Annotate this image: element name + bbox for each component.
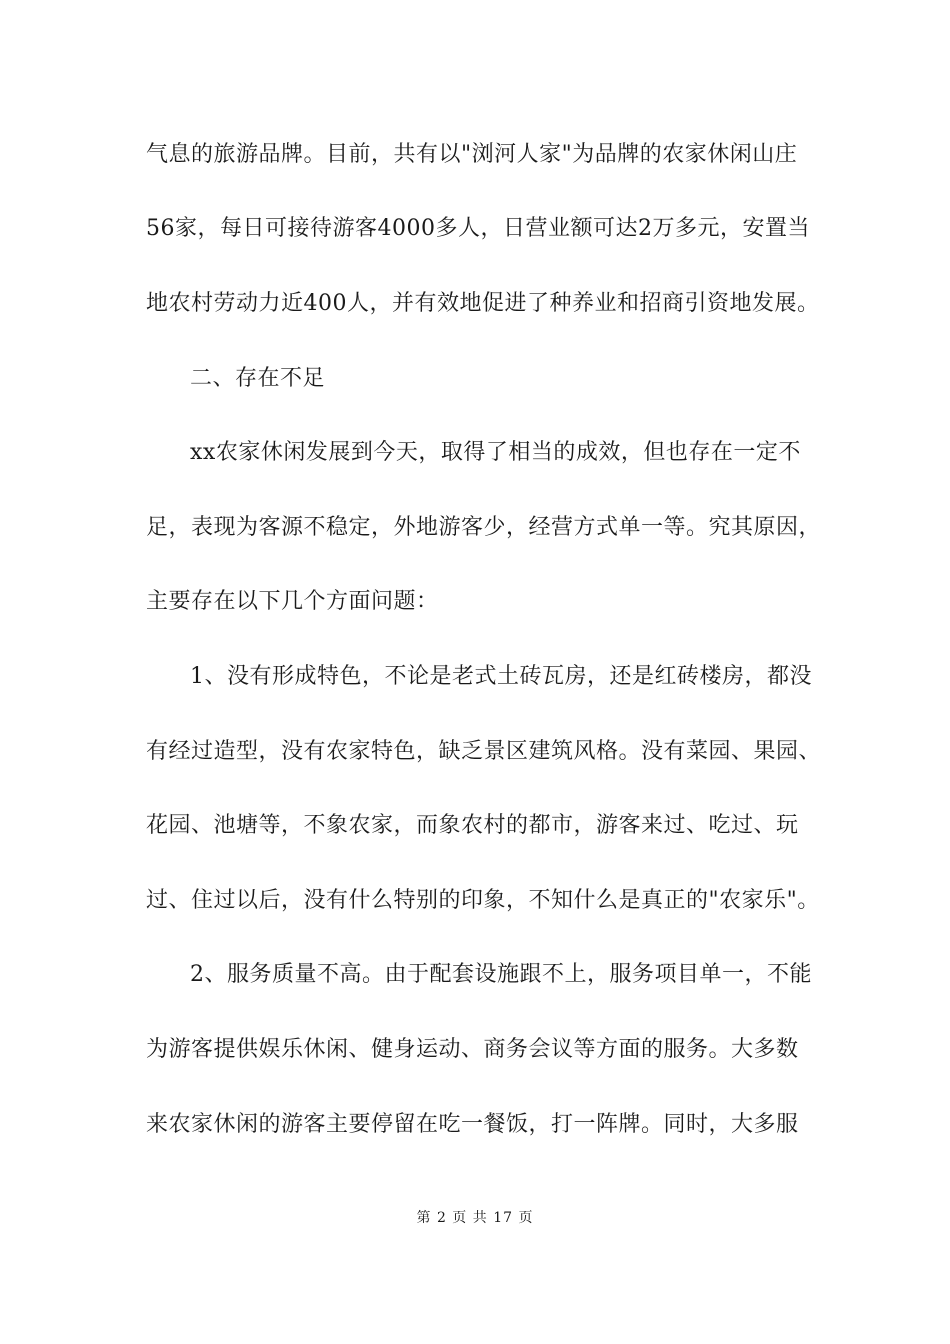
text-line: 足，表现为客源不稳定，外地游客少，经营方式单一等。究其原因， [146, 515, 822, 540]
text-line: 有经过造型，没有农家特色，缺乏景区建筑风格。没有菜园、果园、 [146, 739, 822, 764]
text-line: 56家，每日可接待游客4000多人，日营业额可达2万多元，安置当 [146, 216, 810, 241]
text-line: 地农村劳动力近400人，并有效地促进了种养业和招商引资地发展。 [146, 291, 820, 316]
text-line: 来农家休闲的游客主要停留在吃一餐饭，打一阵牌。同时，大多服 [146, 1112, 799, 1137]
section-heading: 二、存在不足 [190, 366, 326, 391]
text-line: 主要存在以下几个方面问题： [146, 589, 439, 614]
text-line: 2、服务质量不高。由于配套设施跟不上，服务项目单一，不能 [190, 962, 812, 987]
text-line: 1、没有形成特色，不论是老式土砖瓦房，还是红砖楼房，都没 [190, 664, 812, 689]
text-line: 过、住过以后，没有什么特别的印象，不知什么是真正的"农家乐"。 [146, 888, 820, 913]
text-line: 花园、池塘等，不象农家，而象农村的都市，游客来过、吃过、玩 [146, 813, 799, 838]
text-line: 为游客提供娱乐休闲、健身运动、商务会议等方面的服务。大多数 [146, 1037, 799, 1062]
page-number: 第 2 页 共 17 页 [416, 1210, 534, 1226]
text-line: xx农家休闲发展到今天，取得了相当的成效，但也存在一定不 [190, 440, 801, 465]
page-footer [0, 1208, 950, 1228]
text-line: 气息的旅游品牌。目前，共有以"浏河人家"为品牌的农家休闲山庄 [146, 142, 798, 167]
